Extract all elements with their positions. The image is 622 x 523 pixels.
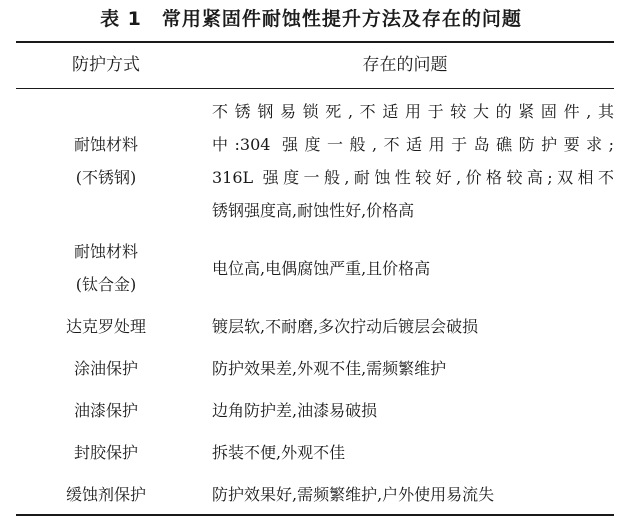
issue-line: 拆装不便,外观不佳 xyxy=(212,442,346,462)
table-title: 常用紧固件耐蚀性提升方法及存在的问题 xyxy=(161,8,522,30)
method-line: 耐蚀材料 xyxy=(73,242,138,261)
table-row xyxy=(16,306,614,346)
issue-line: 边角防护差,油漆易破损 xyxy=(212,400,378,420)
method-line: 达克罗处理 xyxy=(65,316,146,336)
table-row xyxy=(16,474,614,514)
method-line: 缓蚀剂保护 xyxy=(65,484,146,504)
issue-cell xyxy=(212,474,614,514)
header-rule xyxy=(16,88,614,89)
issue-line: 锈钢强度高,耐蚀性好,价格高 xyxy=(212,201,415,220)
method-line: (钛合金) xyxy=(75,275,137,294)
method-cell xyxy=(16,432,196,472)
table-row xyxy=(16,432,614,472)
method-line: (不锈钢) xyxy=(75,168,137,187)
table-number: 表 1 xyxy=(100,8,142,30)
issue-cell xyxy=(212,234,614,302)
table-row xyxy=(16,348,614,388)
table-row xyxy=(16,90,614,232)
issue-line: 316L 强度一般,耐蚀性较好,价格较高;双相不 xyxy=(212,168,614,187)
issue-cell xyxy=(212,390,614,430)
issue-cell xyxy=(212,306,614,346)
method-line: 涂油保护 xyxy=(73,358,138,378)
issue-cell xyxy=(212,432,614,472)
table-row xyxy=(16,234,614,302)
method-cell xyxy=(16,90,196,232)
issue-cell xyxy=(212,90,614,232)
method-line: 封胶保护 xyxy=(73,442,138,462)
issue-line: 电位高,电偶腐蚀严重,且价格高 xyxy=(212,258,431,278)
table-caption xyxy=(0,2,622,36)
issue-line: 不锈钢易锁死,不适用于较大的紧固件,其 xyxy=(212,102,614,121)
method-cell xyxy=(16,390,196,430)
issue-line: 镀层软,不耐磨,多次拧动后镀层会破损 xyxy=(212,316,479,336)
method-cell xyxy=(16,474,196,514)
issue-cell xyxy=(212,348,614,388)
issue-line: 中:304 强度一般,不适用于岛礁防护要求; xyxy=(212,135,614,154)
method-cell xyxy=(16,348,196,388)
method-line: 耐蚀材料 xyxy=(73,135,138,154)
method-cell xyxy=(16,234,196,302)
header-issue: 存在的问题 xyxy=(362,55,448,75)
header-method: 防护方式 xyxy=(72,55,140,75)
bottom-rule xyxy=(16,514,614,516)
table-row xyxy=(16,390,614,430)
method-line: 油漆保护 xyxy=(73,400,138,420)
issue-line: 防护效果差,外观不佳,需频繁维护 xyxy=(212,358,447,378)
issue-line: 防护效果好,需频繁维护,户外使用易流失 xyxy=(212,484,495,504)
method-cell xyxy=(16,306,196,346)
